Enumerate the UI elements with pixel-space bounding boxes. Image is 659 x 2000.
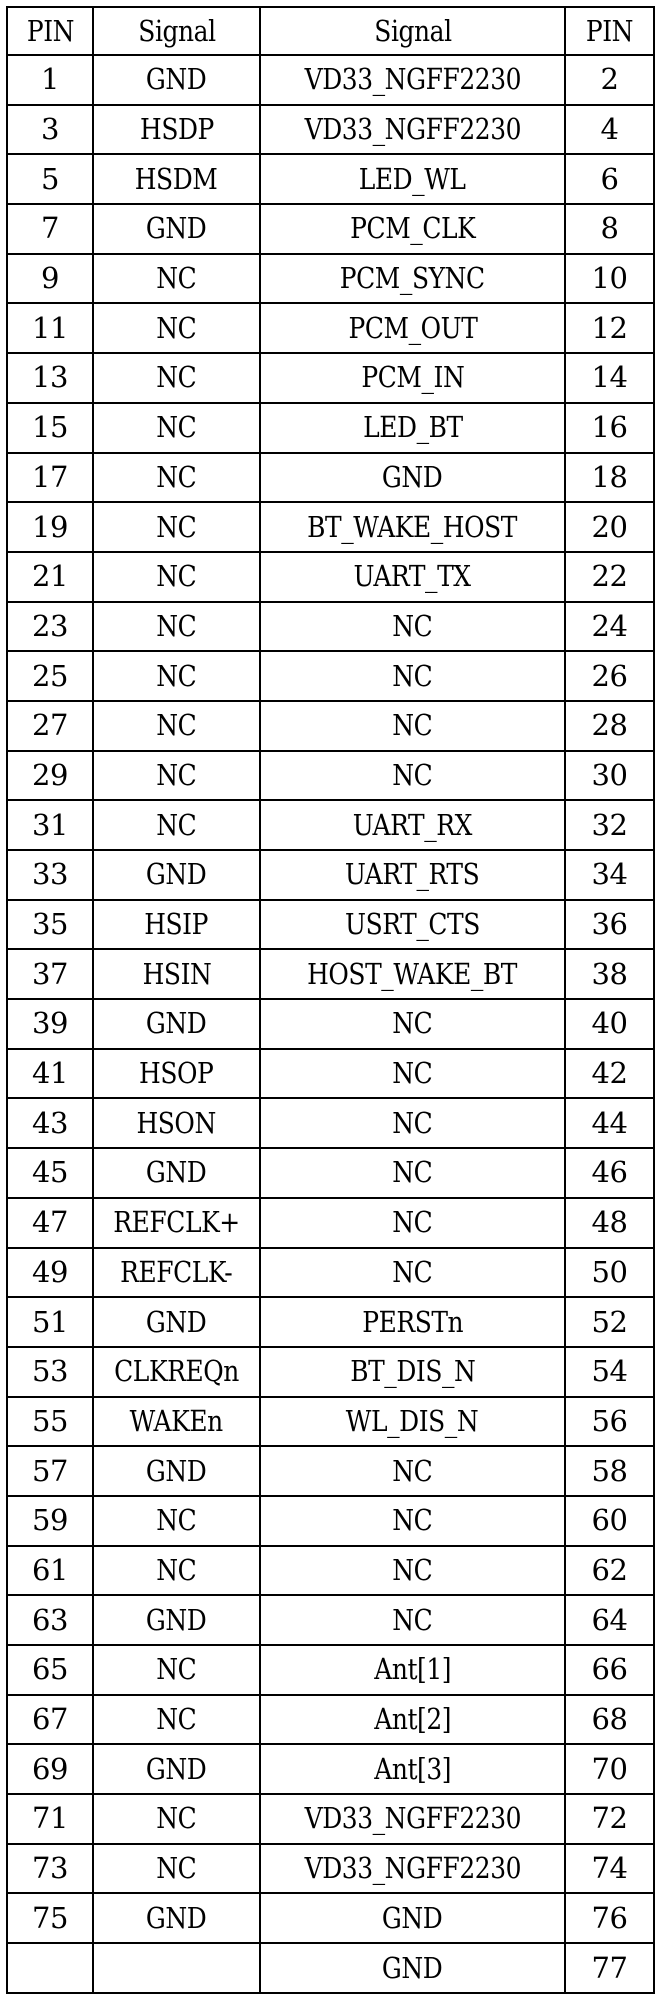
table-row [7, 800, 654, 850]
pin-right-cell: 52 [565, 1297, 654, 1347]
pin-left-cell: 69 [7, 1744, 93, 1794]
signal-right-cell: NC [260, 1198, 565, 1248]
signal-left-cell: GND [93, 1744, 260, 1794]
pin-right-cell: 56 [565, 1397, 654, 1447]
signal-left-cell: HSIN [93, 949, 260, 999]
table-row [7, 701, 654, 751]
pin-left-cell: 9 [7, 254, 93, 304]
table-row [7, 1496, 654, 1546]
signal-right-cell: NC [260, 701, 565, 751]
pin-right-cell: 66 [565, 1645, 654, 1695]
pin-left-cell: 1 [7, 55, 93, 105]
signal-left-cell: NC [93, 1695, 260, 1745]
signal-left-cell: HSIP [93, 900, 260, 950]
signal-left-cell: NC [93, 552, 260, 602]
pin-left-cell: 25 [7, 651, 93, 701]
pin-right-cell: 30 [565, 751, 654, 801]
signal-left-cell: NC [93, 651, 260, 701]
signal-right-cell: NC [260, 1049, 565, 1099]
pin-right-cell: 46 [565, 1148, 654, 1198]
signal-right-cell: NC [260, 1496, 565, 1546]
signal-left-cell: HSOP [93, 1049, 260, 1099]
pin-right-cell: 74 [565, 1844, 654, 1894]
signal-right-cell: LED_BT [260, 403, 565, 453]
pin-right-cell: 68 [565, 1695, 654, 1745]
header-pin-right: PIN [565, 7, 654, 55]
signal-right-cell: Ant[2] [260, 1695, 565, 1745]
signal-left-cell: GND [93, 1148, 260, 1198]
pin-left-cell: 33 [7, 850, 93, 900]
table-row [7, 1794, 654, 1844]
pin-left-cell: 67 [7, 1695, 93, 1745]
signal-right-cell: VD33_NGFF2230 [260, 105, 565, 155]
signal-left-cell: GND [93, 204, 260, 254]
pin-left-cell: 29 [7, 751, 93, 801]
table-row [7, 850, 654, 900]
signal-left-cell: HSDP [93, 105, 260, 155]
signal-left-cell: NC [93, 701, 260, 751]
pin-right-cell: 62 [565, 1546, 654, 1596]
table-row [7, 1943, 654, 1993]
header-pin-left: PIN [7, 7, 93, 55]
signal-left-cell: HSON [93, 1098, 260, 1148]
table-row [7, 1446, 654, 1496]
signal-left-cell: NC [93, 751, 260, 801]
signal-left-cell: GND [93, 1446, 260, 1496]
signal-right-cell: LED_WL [260, 154, 565, 204]
signal-right-cell: PERSTn [260, 1297, 565, 1347]
pin-right-cell: 54 [565, 1347, 654, 1397]
pin-right-cell: 18 [565, 453, 654, 503]
table-row [7, 453, 654, 503]
table-row [7, 1297, 654, 1347]
pin-left-cell: 31 [7, 800, 93, 850]
table-row [7, 254, 654, 304]
pin-right-cell: 2 [565, 55, 654, 105]
signal-right-cell: NC [260, 1546, 565, 1596]
pin-right-cell: 77 [565, 1943, 654, 1993]
pin-left-cell: 51 [7, 1297, 93, 1347]
signal-left-cell: NC [93, 1794, 260, 1844]
pin-left-cell: 5 [7, 154, 93, 204]
pin-left-cell: 15 [7, 403, 93, 453]
pin-left-cell: 11 [7, 303, 93, 353]
pin-right-cell: 6 [565, 154, 654, 204]
pin-left-cell: 45 [7, 1148, 93, 1198]
signal-right-cell: UART_RTS [260, 850, 565, 900]
signal-left-cell: NC [93, 1844, 260, 1894]
signal-left-cell: NC [93, 403, 260, 453]
pin-assignment-table [6, 6, 655, 1994]
table-row [7, 1397, 654, 1447]
pin-right-cell: 48 [565, 1198, 654, 1248]
signal-left-cell: NC [93, 353, 260, 403]
pin-right-cell: 70 [565, 1744, 654, 1794]
signal-left-cell: NC [93, 602, 260, 652]
signal-left-cell: GND [93, 1297, 260, 1347]
signal-right-cell: UART_RX [260, 800, 565, 850]
pin-left-cell: 63 [7, 1595, 93, 1645]
signal-left-cell: REFCLK+ [93, 1198, 260, 1248]
table-row [7, 1347, 654, 1397]
signal-right-cell: NC [260, 602, 565, 652]
signal-left-cell: HSDM [93, 154, 260, 204]
signal-left-cell: CLKREQn [93, 1347, 260, 1397]
header-signal-right: Signal [260, 7, 565, 55]
table-row [7, 751, 654, 801]
table-row [7, 900, 654, 950]
pin-right-cell: 60 [565, 1496, 654, 1546]
signal-right-cell: PCM_CLK [260, 204, 565, 254]
pin-right-cell: 36 [565, 900, 654, 950]
pin-right-cell: 58 [565, 1446, 654, 1496]
table-row [7, 154, 654, 204]
pin-right-cell: 10 [565, 254, 654, 304]
table-row [7, 1148, 654, 1198]
pin-left-cell: 43 [7, 1098, 93, 1148]
pin-left-cell: 37 [7, 949, 93, 999]
pin-left-cell: 13 [7, 353, 93, 403]
header-row [7, 7, 654, 55]
table-body [7, 55, 654, 1993]
signal-right-cell: NC [260, 1098, 565, 1148]
pin-left-cell: 71 [7, 1794, 93, 1844]
table-row [7, 999, 654, 1049]
table-row [7, 1049, 654, 1099]
pin-right-cell: 4 [565, 105, 654, 155]
signal-left-cell: GND [93, 1595, 260, 1645]
signal-left-cell: REFCLK- [93, 1248, 260, 1298]
pin-left-cell: 55 [7, 1397, 93, 1447]
signal-right-cell: PCM_IN [260, 353, 565, 403]
signal-left-cell: NC [93, 1645, 260, 1695]
pin-left-cell: 21 [7, 552, 93, 602]
signal-left-cell: GND [93, 999, 260, 1049]
pin-left-cell: 73 [7, 1844, 93, 1894]
pin-right-cell: 42 [565, 1049, 654, 1099]
header-signal-left: Signal [93, 7, 260, 55]
table-row [7, 1098, 654, 1148]
pin-left-cell: 27 [7, 701, 93, 751]
pin-left-cell: 23 [7, 602, 93, 652]
pin-right-cell: 28 [565, 701, 654, 751]
pin-left-cell: 61 [7, 1546, 93, 1596]
table-row [7, 1546, 654, 1596]
pin-right-cell: 50 [565, 1248, 654, 1298]
signal-right-cell: NC [260, 999, 565, 1049]
signal-left-cell: NC [93, 254, 260, 304]
pin-left-cell: 49 [7, 1248, 93, 1298]
pin-left-cell [7, 1943, 93, 1993]
signal-right-cell: PCM_SYNC [260, 254, 565, 304]
table-row [7, 651, 654, 701]
pin-right-cell: 34 [565, 850, 654, 900]
table-row [7, 1893, 654, 1943]
pin-right-cell: 26 [565, 651, 654, 701]
table-row [7, 303, 654, 353]
pin-right-cell: 44 [565, 1098, 654, 1148]
table-row [7, 1844, 654, 1894]
signal-left-cell: WAKEn [93, 1397, 260, 1447]
signal-right-cell: NC [260, 1595, 565, 1645]
signal-right-cell: PCM_OUT [260, 303, 565, 353]
signal-right-cell: VD33_NGFF2230 [260, 1794, 565, 1844]
signal-right-cell: HOST_WAKE_BT [260, 949, 565, 999]
signal-right-cell: NC [260, 1248, 565, 1298]
table-row [7, 1595, 654, 1645]
signal-right-cell: VD33_NGFF2230 [260, 1844, 565, 1894]
signal-right-cell: Ant[3] [260, 1744, 565, 1794]
pin-left-cell: 75 [7, 1893, 93, 1943]
table-row [7, 403, 654, 453]
pin-left-cell: 19 [7, 502, 93, 552]
pin-left-cell: 53 [7, 1347, 93, 1397]
signal-right-cell: GND [260, 453, 565, 503]
pin-right-cell: 24 [565, 602, 654, 652]
pin-right-cell: 8 [565, 204, 654, 254]
table-row [7, 105, 654, 155]
pin-left-cell: 39 [7, 999, 93, 1049]
signal-right-cell: BT_WAKE_HOST [260, 502, 565, 552]
pin-left-cell: 41 [7, 1049, 93, 1099]
pin-right-cell: 12 [565, 303, 654, 353]
signal-right-cell: BT_DIS_N [260, 1347, 565, 1397]
signal-right-cell: NC [260, 651, 565, 701]
table-row [7, 949, 654, 999]
pin-right-cell: 20 [565, 502, 654, 552]
pin-left-cell: 17 [7, 453, 93, 503]
pin-left-cell: 3 [7, 105, 93, 155]
signal-right-cell: UART_TX [260, 552, 565, 602]
signal-right-cell: NC [260, 1148, 565, 1198]
signal-right-cell: USRT_CTS [260, 900, 565, 950]
pin-left-cell: 7 [7, 204, 93, 254]
signal-right-cell: WL_DIS_N [260, 1397, 565, 1447]
signal-left-cell: NC [93, 1546, 260, 1596]
signal-right-cell: VD33_NGFF2230 [260, 55, 565, 105]
pin-left-cell: 35 [7, 900, 93, 950]
table-row [7, 502, 654, 552]
signal-left-cell: GND [93, 55, 260, 105]
signal-left-cell: GND [93, 850, 260, 900]
pin-left-cell: 57 [7, 1446, 93, 1496]
pin-right-cell: 72 [565, 1794, 654, 1844]
pin-right-cell: 40 [565, 999, 654, 1049]
pin-right-cell: 14 [565, 353, 654, 403]
signal-left-cell: GND [93, 1893, 260, 1943]
signal-left-cell: NC [93, 1496, 260, 1546]
pin-right-cell: 64 [565, 1595, 654, 1645]
signal-right-cell: GND [260, 1893, 565, 1943]
table-row [7, 1248, 654, 1298]
pin-right-cell: 22 [565, 552, 654, 602]
table-header [7, 7, 654, 55]
table-row [7, 55, 654, 105]
pin-right-cell: 16 [565, 403, 654, 453]
pin-left-cell: 47 [7, 1198, 93, 1248]
signal-left-cell [93, 1943, 260, 1993]
pin-right-cell: 76 [565, 1893, 654, 1943]
table-row [7, 1695, 654, 1745]
signal-left-cell: NC [93, 453, 260, 503]
table-row [7, 353, 654, 403]
table-row [7, 204, 654, 254]
pin-left-cell: 65 [7, 1645, 93, 1695]
table-row [7, 1645, 654, 1695]
signal-right-cell: NC [260, 751, 565, 801]
signal-right-cell: GND [260, 1943, 565, 1993]
signal-left-cell: NC [93, 800, 260, 850]
table-row [7, 552, 654, 602]
signal-right-cell: NC [260, 1446, 565, 1496]
table-row [7, 602, 654, 652]
pin-left-cell: 59 [7, 1496, 93, 1546]
signal-right-cell: Ant[1] [260, 1645, 565, 1695]
table-row [7, 1198, 654, 1248]
table-row [7, 1744, 654, 1794]
signal-left-cell: NC [93, 502, 260, 552]
pin-right-cell: 38 [565, 949, 654, 999]
pin-right-cell: 32 [565, 800, 654, 850]
signal-left-cell: NC [93, 303, 260, 353]
